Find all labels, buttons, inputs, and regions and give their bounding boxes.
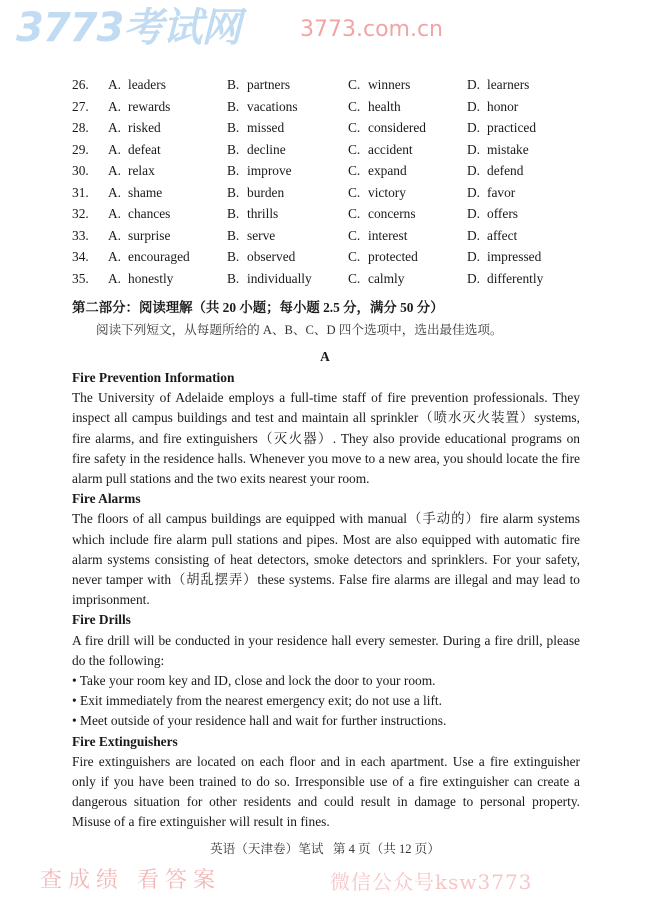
option-d: D. defend bbox=[467, 163, 524, 178]
option-a: A. encouraged bbox=[108, 249, 190, 264]
heading-fire-extinguishers: Fire Extinguishers bbox=[72, 733, 178, 749]
watermark-slogan: 查成绩 看答案 bbox=[40, 868, 221, 893]
question-number: 26. bbox=[72, 77, 89, 92]
paragraph-fire-alarms: The floors of all campus buildings are equipped with manual（手动的）fire alarm systems which include fire alarm pull stations and pipes. Most are also equipped with automatic fire alarm systems consisting of heat detectors, smoke detectors and sprinklers. For your safety, never tamper with（胡乱摆弄）these systems. False fire alarms are illegal and may lead to imprisonment. bbox=[72, 511, 580, 608]
option-c: C. calmly bbox=[348, 270, 405, 286]
option-c: C. victory bbox=[348, 184, 406, 200]
bullet-item: • Exit immediately from the nearest emergency exit; do not use a lift. bbox=[72, 691, 580, 711]
question-number: 33. bbox=[72, 227, 89, 243]
choice-row bbox=[72, 74, 592, 96]
passage-a bbox=[72, 368, 580, 833]
choice-row bbox=[72, 182, 592, 204]
option-b: B. partners bbox=[227, 77, 291, 92]
option-b: B. thrills bbox=[227, 206, 279, 221]
option-d: D. affect bbox=[467, 227, 518, 243]
page-footer: 英语（天津卷）笔试 第 4 页（共 12 页） bbox=[210, 842, 440, 856]
option-b: B. vacations bbox=[227, 98, 298, 114]
choice-row bbox=[72, 96, 592, 118]
option-d: D. favor bbox=[467, 184, 516, 200]
question-number: 35. bbox=[72, 270, 89, 286]
fire-drill-steps bbox=[72, 671, 580, 732]
heading-fire-prevention: Fire Prevention Information bbox=[72, 370, 235, 385]
option-a: A. rewards bbox=[108, 98, 171, 114]
choice-row bbox=[72, 268, 592, 290]
option-d: D. learners bbox=[467, 77, 530, 92]
option-b: B. decline bbox=[227, 141, 286, 157]
option-c: C. concerns bbox=[348, 206, 416, 221]
paragraph-fire-drills: A fire drill will be conducted in your residence hall every semester. During a fire drill, please do the following: bbox=[72, 632, 580, 668]
option-a: A. surprise bbox=[108, 227, 171, 243]
question-number: 30. bbox=[72, 163, 89, 178]
watermark-url: 3773.com.cn bbox=[300, 17, 443, 42]
option-c: C. expand bbox=[348, 163, 407, 178]
choice-row bbox=[72, 160, 592, 182]
option-d: D. differently bbox=[467, 270, 544, 286]
choice-row bbox=[72, 139, 592, 161]
question-number: 29. bbox=[72, 141, 89, 157]
option-b: B. burden bbox=[227, 184, 285, 200]
option-b: B. missed bbox=[227, 120, 285, 135]
option-a: A. relax bbox=[108, 163, 155, 178]
option-b: B. serve bbox=[227, 227, 276, 243]
section-title: 第二部分：阅读理解（共 20 小题；每小题 2.5 分，满分 50 分） bbox=[72, 300, 444, 315]
option-a: A. honestly bbox=[108, 270, 174, 286]
option-c: C. interest bbox=[348, 227, 408, 243]
option-a: A. defeat bbox=[108, 141, 161, 157]
option-b: B. observed bbox=[227, 249, 296, 264]
option-b: B. individually bbox=[227, 270, 312, 286]
cloze-choices bbox=[72, 74, 592, 289]
option-d: D. offers bbox=[467, 206, 518, 221]
option-a: A. risked bbox=[108, 120, 161, 135]
question-number: 27. bbox=[72, 98, 89, 114]
watermark-wechat: 微信公众号ksw3773 bbox=[330, 870, 533, 894]
heading-fire-alarms: Fire Alarms bbox=[72, 491, 141, 507]
choice-row bbox=[72, 225, 592, 247]
section-instruction: 阅读下列短文，从每题所给的 A、B、C、D 四个选项中，选出最佳选项。 bbox=[96, 323, 503, 337]
choice-row bbox=[72, 203, 592, 225]
bullet-item: • Take your room key and ID, close and lock the door to your room. bbox=[72, 671, 580, 691]
option-c: C. protected bbox=[348, 249, 418, 264]
bullet-item: • Meet outside of your residence hall and wait for further instructions. bbox=[72, 711, 580, 731]
choice-row bbox=[72, 246, 592, 268]
question-number: 32. bbox=[72, 206, 89, 221]
option-d: D. mistake bbox=[467, 141, 529, 157]
option-d: D. impressed bbox=[467, 249, 542, 264]
question-number: 34. bbox=[72, 249, 89, 264]
option-d: D. honor bbox=[467, 98, 519, 114]
option-b: B. improve bbox=[227, 163, 292, 178]
paragraph-fire-extinguishers: Fire extinguishers are located on each floor and in each apartment. Use a fire extinguisher only if you have been trained to do so. Irresponsible use of a fire extinguisher can create a dangerous situation for other residents and could result in damage to personal property. Misuse of a fire extinguisher will result in fines. bbox=[72, 753, 580, 830]
option-c: C. winners bbox=[348, 77, 411, 92]
heading-fire-drills: Fire Drills bbox=[72, 612, 131, 628]
question-number: 31. bbox=[72, 184, 89, 200]
choice-row bbox=[72, 117, 592, 139]
option-a: A. leaders bbox=[108, 77, 166, 92]
option-a: A. shame bbox=[108, 184, 163, 200]
option-a: A. chances bbox=[108, 206, 171, 221]
question-number: 28. bbox=[72, 120, 89, 135]
option-c: C. accident bbox=[348, 141, 413, 157]
option-d: D. practiced bbox=[467, 120, 537, 135]
paragraph-fire-prevention: The University of Adelaide employs a full-time staff of fire prevention professionals. They inspect all campus buildings and test and maintain all sprinkler（喷水灭火装置）systems, fire alarms, and fire extinguishers（灭火器）. They also provide educational programs on fire safety in the residence halls. Whenever you move to a new area, you should locate the fire alarm pull stations and the two exits nearest your room. bbox=[72, 390, 580, 487]
watermark-logo: 3773考试网 bbox=[16, 5, 241, 51]
option-c: C. health bbox=[348, 98, 401, 114]
passage-letter: A bbox=[320, 349, 330, 364]
option-c: C. considered bbox=[348, 120, 427, 135]
